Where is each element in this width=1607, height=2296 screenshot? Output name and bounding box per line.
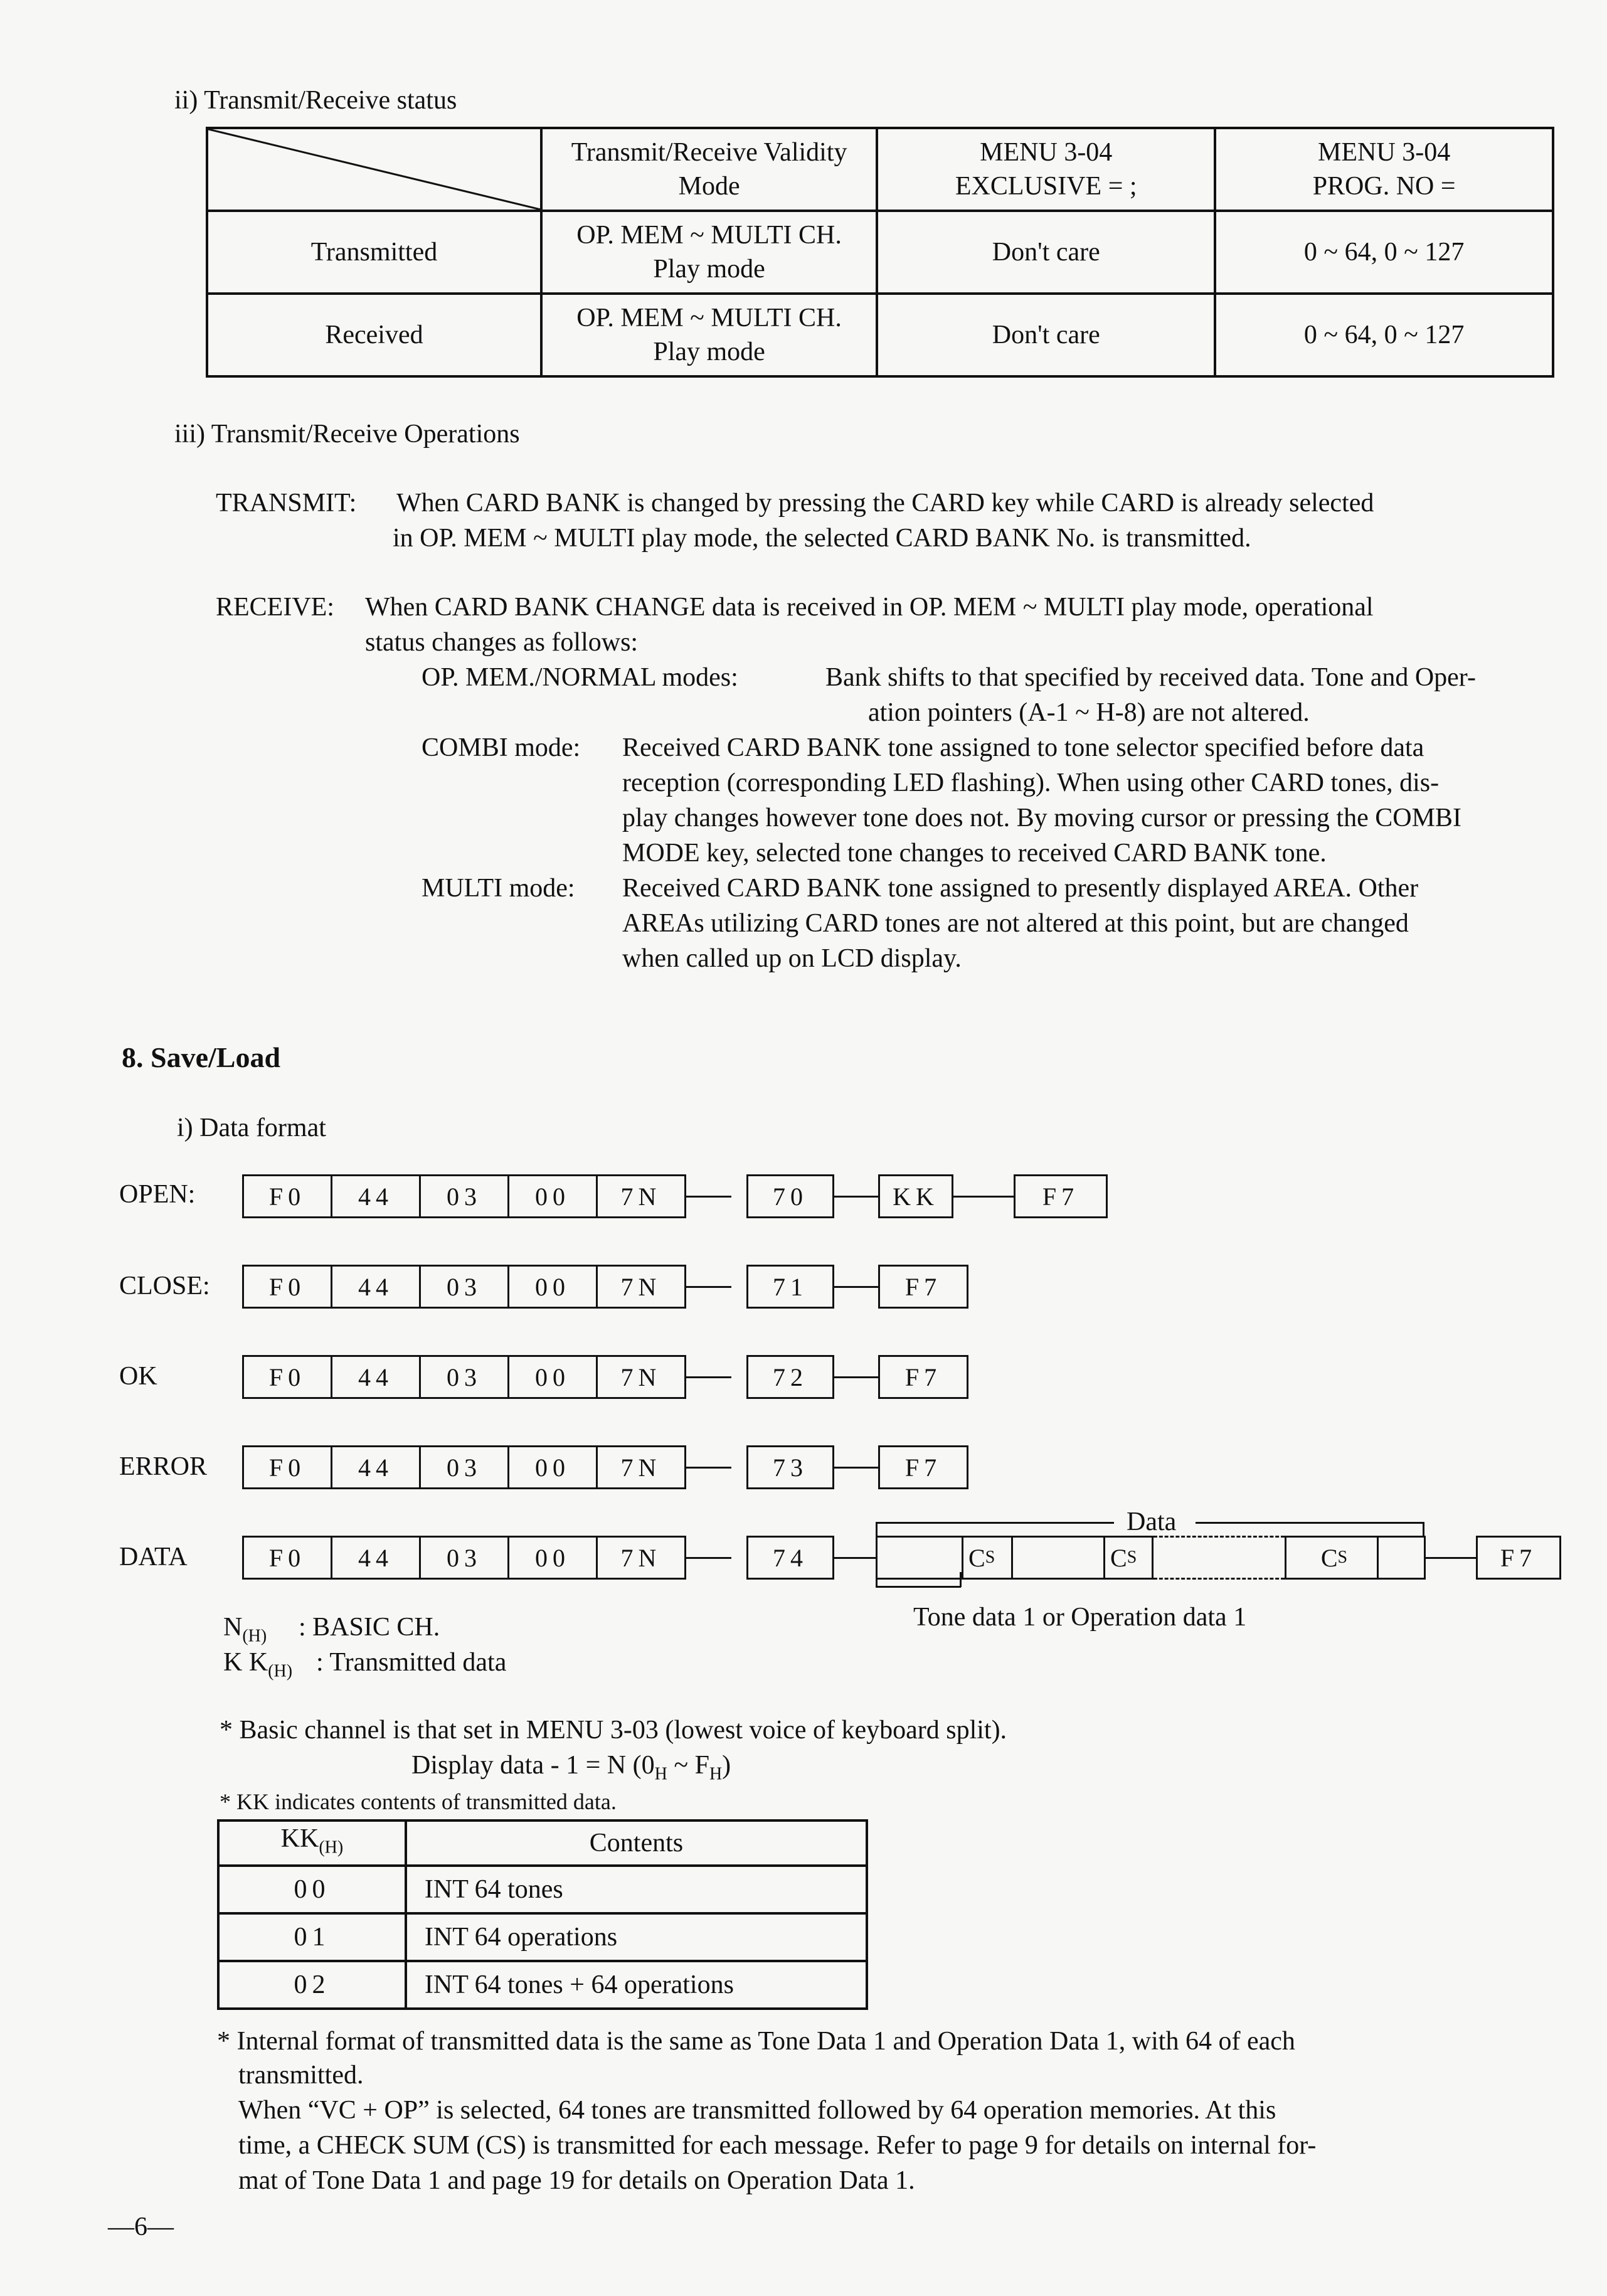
multi-mode-line: AREAs utilizing CARD tones are not altered at this point, but are changed [622, 909, 1409, 938]
kk-header [218, 1820, 406, 1866]
msg-label-close: CLOSE: [119, 1272, 210, 1300]
legend-kk-sub: (H) [268, 1661, 293, 1681]
page-number: —6— [108, 2213, 174, 2241]
display-data-text: Display data - 1 = N (0 [411, 1751, 655, 1780]
note-internal-format: mat of Tone Data 1 and page 19 for details on Operation Data 1. [238, 2166, 915, 2195]
note-basic-channel: * Basic channel is that set in MENU 3-03 (lowest voice of keyboard split). [220, 1716, 1007, 1745]
data-gap-bottom [1154, 1578, 1285, 1580]
byte-cell: 00 [507, 1174, 598, 1218]
legend-kk-symbol: K K [223, 1648, 268, 1677]
byte-cell: 7N [596, 1174, 686, 1218]
command-cell: 73 [746, 1445, 834, 1489]
row-exclusive: Don't care [877, 211, 1215, 294]
combi-mode-line: reception (corresponding LED flashing). When using other CARD tones, dis- [622, 768, 1440, 797]
data-format-subheading: i) Data format [177, 1113, 326, 1142]
display-data-sub-2: H [709, 1764, 723, 1784]
end-cell: F7 [878, 1355, 968, 1399]
table-row [218, 1961, 867, 2009]
section-8-heading: 8. Save/Load [122, 1041, 281, 1073]
checksum-sub: S [1127, 1548, 1137, 1567]
tone-data-caption: Tone data 1 or Operation data 1 [913, 1603, 1247, 1632]
header-prog-no: MENU 3-04 PROG. NO = [1215, 128, 1553, 211]
normal-mode-line-2: ation pointers (A-1 ~ H-8) are not altered. [868, 698, 1310, 727]
msg-label-data: DATA [119, 1543, 188, 1571]
byte-cell: 03 [419, 1265, 509, 1309]
combi-mode-line: MODE key, selected tone changes to received CARD BANK tone. [622, 839, 1327, 868]
byte-cell: 44 [331, 1445, 421, 1489]
byte-cell: 44 [331, 1174, 421, 1218]
row-exclusive: Don't care [877, 294, 1215, 376]
command-cell: 71 [746, 1265, 834, 1309]
connector-line [686, 1376, 731, 1378]
data-cell [1011, 1536, 1105, 1580]
command-cell: 72 [746, 1355, 834, 1399]
checksum-cell [962, 1536, 1013, 1580]
receive-label: RECEIVE: [216, 593, 334, 622]
connector-line [834, 1196, 878, 1198]
connector-line [686, 1196, 731, 1198]
end-cell: F7 [1476, 1536, 1561, 1580]
data-bracket-right [1196, 1522, 1424, 1524]
normal-mode-line-1: Bank shifts to that specified by received data. Tone and Oper- [825, 663, 1476, 692]
byte-cell: 7N [596, 1536, 686, 1580]
command-cell: 74 [746, 1536, 834, 1580]
display-data-end: ) [722, 1751, 731, 1780]
legend-kk [223, 1645, 292, 1689]
connector-line [834, 1467, 878, 1469]
multi-mode-line: when called up on LCD display. [622, 944, 962, 973]
combi-mode-line: play changes however tone does not. By moving cursor or pressing the COMBI [622, 804, 1461, 832]
note-internal-format: When “VC + OP” is selected, 64 tones are transmitted followed by 64 operation memories. At this [238, 2096, 1276, 2125]
byte-cell: 7N [596, 1265, 686, 1309]
table-row [218, 1913, 867, 1961]
kk-contents: INT 64 operations [406, 1913, 867, 1961]
kk-value: 00 [218, 1866, 406, 1913]
byte-cell: 03 [419, 1445, 509, 1489]
msg-label-error: ERROR [119, 1452, 208, 1481]
row-mode: OP. MEM ~ MULTI CH. Play mode [541, 211, 877, 294]
transmit-line-2: in OP. MEM ~ MULTI play mode, the selected CARD BANK No. is transmitted. [393, 524, 1251, 553]
checksum-sub: S [985, 1548, 995, 1567]
data-under-brace-tick-left [876, 1572, 878, 1587]
kk-header-sub: (H) [319, 1837, 344, 1858]
header-validity-mode: Transmit/Receive Validity Mode [541, 128, 877, 211]
note-kk: * KK indicates contents of transmitted data. [220, 1789, 617, 1814]
table-row [207, 211, 1553, 294]
byte-cell: 7N [596, 1445, 686, 1489]
connector-line [953, 1196, 1014, 1198]
connector-line [686, 1557, 731, 1559]
byte-cell: 00 [507, 1536, 598, 1580]
connector-line [834, 1286, 878, 1288]
byte-cell: F0 [242, 1536, 332, 1580]
transmit-line-1: When CARD BANK is changed by pressing the CARD key while CARD is already selected [396, 489, 1374, 518]
byte-cell: 03 [419, 1174, 509, 1218]
kk-header-text: KK [280, 1824, 319, 1853]
byte-cell: 7N [596, 1355, 686, 1399]
byte-cell: F0 [242, 1265, 332, 1309]
header-exclusive: MENU 3-04 EXCLUSIVE = ; [877, 128, 1215, 211]
connector-line [686, 1286, 731, 1288]
legend-n-text: : BASIC CH. [299, 1613, 440, 1642]
byte-cell: 00 [507, 1445, 598, 1489]
data-bracket-tick-right [1423, 1522, 1424, 1536]
section-ii-heading: ii) Transmit/Receive status [174, 86, 457, 115]
checksum-label: C [1320, 1543, 1338, 1572]
row-prog: 0 ~ 64, 0 ~ 127 [1215, 294, 1553, 376]
data-cell [876, 1536, 963, 1580]
kk-value: 01 [218, 1913, 406, 1961]
byte-cell: 44 [331, 1355, 421, 1399]
receive-line-1: When CARD BANK CHANGE data is received in OP. MEM ~ MULTI play mode, operational [365, 593, 1374, 622]
legend-n-sub: (H) [242, 1626, 267, 1646]
status-table-corner [207, 128, 541, 211]
status-table [206, 127, 1554, 378]
row-prog: 0 ~ 64, 0 ~ 127 [1215, 211, 1553, 294]
end-cell: F7 [878, 1445, 968, 1489]
legend-kk-text: : Transmitted data [316, 1648, 507, 1677]
byte-cell: F0 [242, 1445, 332, 1489]
checksum-cell [1285, 1536, 1379, 1580]
connector-line [1426, 1557, 1476, 1559]
combi-mode-label: COMBI mode: [422, 733, 581, 762]
data-bracket-tick-left [876, 1522, 878, 1536]
byte-cell: F0 [242, 1355, 332, 1399]
kk-contents: INT 64 tones [406, 1866, 867, 1913]
contents-header: Contents [406, 1820, 867, 1866]
byte-cell: 03 [419, 1536, 509, 1580]
legend-n-symbol: N [223, 1613, 243, 1642]
end-cell: F7 [878, 1265, 968, 1309]
kk-contents: INT 64 tones + 64 operations [406, 1961, 867, 2009]
transmit-label: TRANSMIT: [216, 489, 357, 518]
display-data-mid: ~ F [667, 1751, 709, 1780]
checksum-label: C [1110, 1543, 1127, 1572]
checksum-label: C [968, 1543, 985, 1572]
data-bracket-label: Data [1127, 1507, 1177, 1536]
normal-mode-label: OP. MEM./NORMAL modes: [422, 663, 738, 692]
section-iii-heading: iii) Transmit/Receive Operations [174, 420, 520, 449]
data-under-brace [876, 1586, 961, 1588]
data-cell [1377, 1536, 1426, 1580]
row-label: Transmitted [207, 211, 541, 294]
byte-cell: 00 [507, 1265, 598, 1309]
connector-line [834, 1376, 878, 1378]
receive-line-2: status changes as follows: [365, 628, 639, 657]
checksum-sub: S [1337, 1548, 1348, 1567]
byte-cell: 44 [331, 1536, 421, 1580]
row-label: Received [207, 294, 541, 376]
end-cell: F7 [1014, 1174, 1108, 1218]
kk-value: 02 [218, 1961, 406, 2009]
table-row [218, 1866, 867, 1913]
connector-line [686, 1467, 731, 1469]
note-internal-format: * Internal format of transmitted data is the same as Tone Data 1 and Operation Data 1, with 64 of each [217, 2027, 1295, 2056]
byte-cell: 44 [331, 1265, 421, 1309]
msg-label-ok: OK [119, 1362, 157, 1391]
kk-cell: KK [878, 1174, 953, 1218]
msg-label-open: OPEN: [119, 1180, 196, 1209]
data-bracket-left [876, 1522, 1114, 1524]
multi-mode-line: Received CARD BANK tone assigned to presently displayed AREA. Other [622, 874, 1419, 903]
combi-mode-line: Received CARD BANK tone assigned to tone selector specified before data [622, 733, 1424, 762]
table-row [207, 294, 1553, 376]
command-cell: 70 [746, 1174, 834, 1218]
byte-cell: 00 [507, 1355, 598, 1399]
kk-table [217, 1819, 868, 2010]
connector-line [834, 1557, 876, 1559]
note-internal-format: time, a CHECK SUM (CS) is transmitted for each message. Refer to page 9 for details on internal for- [238, 2131, 1317, 2160]
note-internal-format: transmitted. [238, 2061, 364, 2090]
display-data-sub-1: H [654, 1764, 667, 1784]
byte-cell: 03 [419, 1355, 509, 1399]
multi-mode-label: MULTI mode: [422, 874, 575, 903]
row-mode: OP. MEM ~ MULTI CH. Play mode [541, 294, 877, 376]
checksum-cell [1103, 1536, 1154, 1580]
byte-cell: F0 [242, 1174, 332, 1218]
data-under-brace-tick-right [960, 1572, 962, 1587]
